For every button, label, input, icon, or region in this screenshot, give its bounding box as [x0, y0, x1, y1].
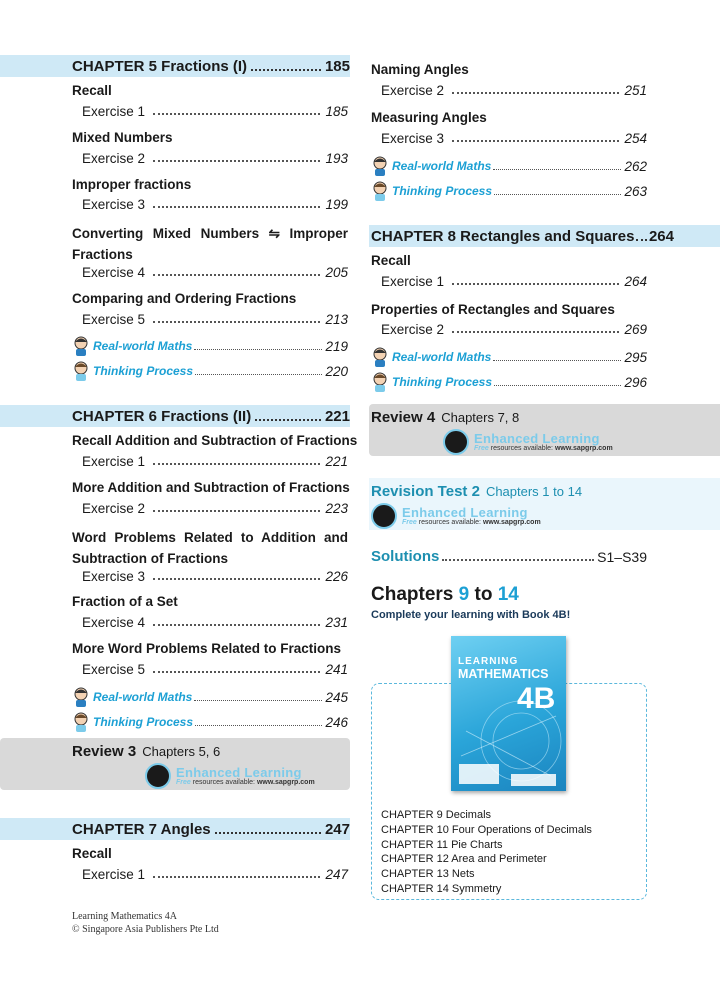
exercise-label: Exercise 3: [381, 131, 445, 146]
real-world-maths-row[interactable]: [72, 336, 348, 356]
page-number: 264: [648, 227, 674, 245]
topic-measuring-angles: Measuring Angles: [371, 110, 487, 125]
chapter-label: CHAPTER 5 Fractions (I): [72, 57, 248, 75]
chapter-label: CHAPTER 6 Fractions (II): [72, 407, 252, 425]
heading-to: to: [474, 584, 493, 605]
review-chapters: Chapters 7, 8: [441, 410, 520, 425]
revision-test-title: Revision Test 2: [371, 483, 480, 500]
exercise-row[interactable]: [82, 501, 348, 516]
page-number: 226: [325, 569, 348, 584]
exercise-row[interactable]: [82, 197, 348, 212]
footer-copyright: © Singapore Asia Publishers Pte Ltd: [72, 924, 219, 935]
website-link[interactable]: www.sapgrp.com: [482, 519, 541, 526]
page-number: 223: [325, 501, 348, 516]
exercise-row[interactable]: [82, 104, 348, 119]
student-avatar-icon: [371, 156, 389, 176]
website-link[interactable]: www.sapgrp.com: [554, 445, 613, 452]
thinking-process-label: Thinking Process: [392, 375, 493, 389]
book-4b-cover[interactable]: [451, 636, 566, 791]
enhanced-learning-title: Enhanced Learning: [176, 765, 302, 780]
topic-more-addition: More Addition and Subtraction of Fractions: [72, 480, 350, 495]
page-number: 296: [624, 374, 647, 390]
thinking-process-label: Thinking Process: [392, 184, 493, 198]
book-chapter-item: CHAPTER 12 Area and Perimeter: [381, 853, 547, 866]
page-number: 205: [325, 265, 348, 280]
topic-recall: Recall: [72, 846, 112, 861]
page-number: 295: [624, 349, 647, 365]
thinking-process-row[interactable]: [72, 361, 348, 381]
student-avatar-icon: [72, 712, 90, 732]
exercise-row[interactable]: [82, 312, 348, 327]
exercise-row[interactable]: [82, 265, 348, 280]
thinking-process-row[interactable]: [371, 181, 647, 201]
exercise-label: Exercise 1: [82, 454, 146, 469]
exercise-label: Exercise 2: [82, 151, 146, 166]
free-label: Free: [402, 519, 417, 526]
page-number: 247: [324, 820, 350, 838]
page-number: 245: [325, 689, 348, 705]
book-chapter-item: CHAPTER 10 Four Operations of Decimals: [381, 823, 592, 836]
solutions-row[interactable]: [371, 548, 647, 565]
book-chapter-item: CHAPTER 13 Nets: [381, 868, 475, 881]
book-4b-subtitle: Complete your learning with Book 4B!: [371, 609, 571, 621]
chapter-label: CHAPTER 8 Rectangles and Squares: [371, 227, 635, 245]
thinking-process-row[interactable]: [72, 712, 348, 732]
student-avatar-icon: [72, 687, 90, 707]
exercise-label: Exercise 2: [381, 83, 445, 98]
exercise-label: Exercise 3: [82, 569, 146, 584]
solutions-label: Solutions: [371, 548, 440, 565]
review-4-box[interactable]: [369, 404, 720, 456]
topic-converting: Converting Mixed Numbers ⇋ Improper Fractions: [72, 226, 348, 262]
heading-number: 14: [497, 584, 519, 605]
book-chapter-item: CHAPTER 14 Symmetry: [381, 882, 502, 895]
cover-title-line2: MATHEMATICS: [458, 667, 549, 681]
resources-label: resources available:: [490, 445, 554, 452]
chapter-5-heading[interactable]: [0, 55, 350, 77]
website-link[interactable]: www.sapgrp.com: [256, 779, 315, 786]
review-chapters: Chapters 5, 6: [142, 744, 221, 759]
chapters-9-14-heading: [371, 584, 519, 606]
page-number: 213: [325, 312, 348, 327]
student-avatar-icon: [371, 181, 389, 201]
page-number: 220: [325, 363, 348, 379]
exercise-row[interactable]: [82, 615, 348, 630]
exercise-row[interactable]: [381, 83, 647, 98]
exercise-label: Exercise 3: [82, 197, 146, 212]
topic-recall-addition: Recall Addition and Subtraction of Fractions: [72, 433, 358, 448]
topic-properties: Properties of Rectangles and Squares: [371, 302, 615, 317]
page-number: 251: [624, 83, 647, 98]
exercise-row[interactable]: [82, 569, 348, 584]
thinking-process-row[interactable]: [371, 372, 647, 392]
review-title: Review 4: [371, 409, 436, 426]
enhanced-learning-title: Enhanced Learning: [402, 505, 528, 520]
cover-grade: 4B: [517, 682, 556, 715]
exercise-row[interactable]: [82, 454, 348, 469]
thinking-process-label: Thinking Process: [93, 364, 194, 378]
footer-title: Learning Mathematics 4A: [72, 911, 177, 922]
exercise-label: Exercise 4: [82, 265, 146, 280]
student-avatar-icon: [371, 347, 389, 367]
enhanced-learning-logo: [371, 503, 541, 529]
resources-label: resources available:: [418, 519, 482, 526]
chapter-8-heading[interactable]: [369, 225, 720, 247]
chapter-6-heading[interactable]: [0, 405, 350, 427]
page-number: 246: [325, 714, 348, 730]
exercise-row[interactable]: [82, 151, 348, 166]
real-world-maths-row[interactable]: [72, 687, 348, 707]
page-number: 247: [325, 867, 348, 882]
enhanced-learning-badge-icon: [145, 763, 171, 789]
exercise-label: Exercise 5: [82, 312, 146, 327]
exercise-label: Exercise 4: [82, 615, 146, 630]
enhanced-learning-badge-icon: [371, 503, 397, 529]
review-3-box[interactable]: [0, 738, 350, 790]
exercise-label: Exercise 2: [381, 322, 445, 337]
page-number: 221: [325, 454, 348, 469]
topic-recall: Recall: [371, 253, 411, 268]
chapter-7-heading[interactable]: [0, 818, 350, 840]
student-avatar-icon: [72, 361, 90, 381]
topic-word-problems: Word Problems Related to Addition and Subtraction of Fractions: [72, 530, 348, 566]
page-number: 241: [325, 662, 348, 677]
exercise-label: Exercise 1: [381, 274, 445, 289]
page-number: 254: [624, 131, 647, 146]
solutions-pages: S1–S39: [597, 549, 647, 565]
enhanced-learning-logo: [443, 429, 613, 455]
page-number: 231: [325, 615, 348, 630]
student-avatar-icon: [72, 336, 90, 356]
exercise-row[interactable]: [381, 322, 647, 337]
exercise-label: Exercise 1: [82, 104, 146, 119]
topic-fraction-of-set: Fraction of a Set: [72, 594, 178, 609]
topic-mixed-numbers: Mixed Numbers: [72, 130, 173, 145]
review-title: Review 3: [72, 743, 137, 760]
page-number: 199: [325, 197, 348, 212]
resources-label: resources available:: [192, 779, 256, 786]
topic-more-word-problems: More Word Problems Related to Fractions: [72, 641, 342, 656]
student-avatar-icon: [371, 372, 389, 392]
real-world-maths-label: Real-world Maths: [93, 339, 193, 353]
page-number: 193: [325, 151, 348, 166]
heading-prefix: Chapters: [371, 584, 454, 605]
exercise-label: Exercise 2: [82, 501, 146, 516]
book-chapter-item: CHAPTER 11 Pie Charts: [381, 838, 503, 851]
page-number: 269: [624, 322, 647, 337]
exercise-row[interactable]: [82, 867, 348, 882]
topic-improper-fractions: Improper fractions: [72, 177, 192, 192]
topic-comparing: Comparing and Ordering Fractions: [72, 291, 297, 306]
heading-number: 9: [458, 584, 470, 605]
real-world-maths-label: Real-world Maths: [93, 690, 193, 704]
exercise-label: Exercise 5: [82, 662, 146, 677]
topic-naming-angles: Naming Angles: [371, 62, 469, 77]
exercise-row[interactable]: [381, 131, 647, 146]
page-number: 219: [325, 338, 348, 354]
enhanced-learning-logo: [145, 763, 315, 789]
cover-title-line1: LEARNING: [458, 656, 519, 667]
topic-recall: Recall: [72, 83, 112, 98]
book-chapter-item: CHAPTER 9 Decimals: [381, 809, 492, 821]
revision-test-chapters: Chapters 1 to 14: [485, 484, 583, 499]
real-world-maths-row[interactable]: [371, 156, 647, 176]
enhanced-learning-title: Enhanced Learning: [474, 431, 600, 446]
free-label: Free: [176, 779, 191, 786]
book-4b-chapter-list: [381, 808, 592, 897]
free-label: Free: [474, 445, 489, 452]
chapter-label: CHAPTER 7 Angles: [72, 820, 211, 838]
enhanced-learning-badge-icon: [443, 429, 469, 455]
exercise-row[interactable]: [381, 274, 647, 289]
real-world-maths-row[interactable]: [371, 347, 647, 367]
thinking-process-label: Thinking Process: [93, 715, 194, 729]
exercise-row[interactable]: [82, 662, 348, 677]
page-number: 264: [624, 274, 647, 289]
page-number: 185: [324, 57, 350, 75]
revision-test-box[interactable]: [369, 478, 720, 530]
real-world-maths-label: Real-world Maths: [392, 159, 492, 173]
page-number: 262: [624, 158, 647, 174]
real-world-maths-label: Real-world Maths: [392, 350, 492, 364]
page-number: 221: [324, 407, 350, 425]
page-number: 185: [325, 104, 348, 119]
page-number: 263: [624, 183, 647, 199]
exercise-label: Exercise 1: [82, 867, 146, 882]
